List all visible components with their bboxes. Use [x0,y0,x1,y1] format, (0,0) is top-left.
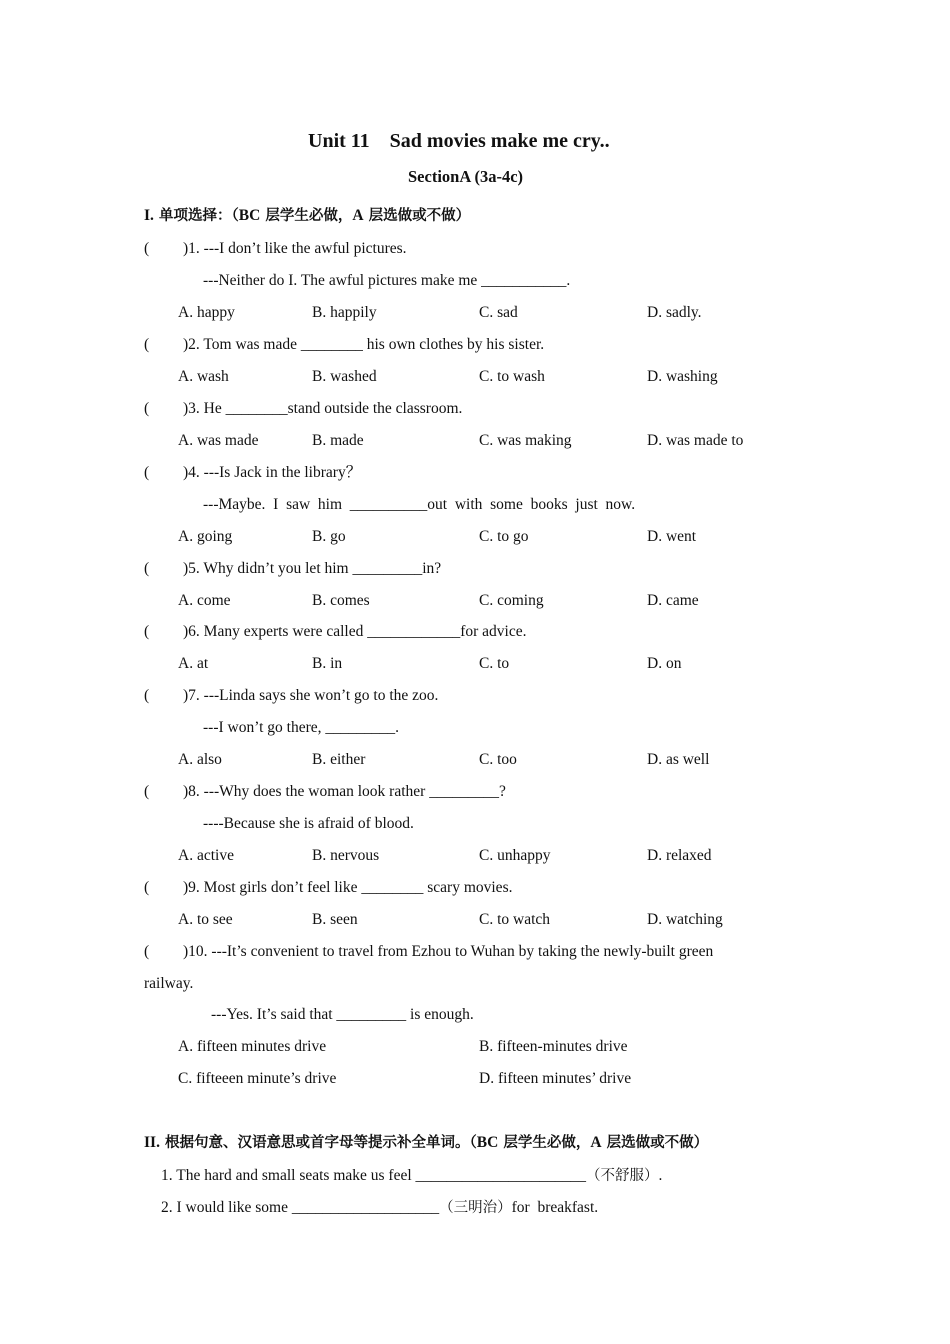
question-stem: )10. ---It’s convenient to travel from Ezhou to Wuhan by taking the newly-built green [183,943,714,960]
option-a: A. come [178,592,231,609]
option-b: B. washed [312,368,377,385]
question-stem: )6. Many experts were called ____________for advice. [183,623,527,640]
question-dialogue: ----Because she is afraid of blood. [203,815,414,832]
answer-bracket: ( [144,687,150,704]
fill-sentence-2 [161,1198,598,1218]
sentence-text: 2. I would like some ___________________ [161,1199,440,1216]
option-a: A. also [178,751,222,768]
option-d: D. watching [647,911,723,928]
chinese-hint: （不舒服） [586,1168,659,1184]
option-d: D. as well [647,751,710,768]
option-c: C. to watch [479,911,551,928]
option-b: B. nervous [312,847,380,864]
section-heading-2 [144,1133,708,1153]
question-dialogue: ---Yes. It’s said that _________ is enough. [211,1006,474,1023]
option-a: A. to see [178,911,233,928]
question-stem: )5. Why didn’t you let him _________in? [183,560,442,577]
question-stem: )8. ---Why does the woman look rather _________? [183,783,506,800]
option-c: C. too [479,751,517,768]
option-d: D. sadly. [647,304,702,321]
section-text: 根据句意、汉语意思或首字母等提示补全单词。（ [159,1134,477,1151]
option-a: A. at [178,655,209,672]
section-number: I. [144,207,154,224]
option-c: C. to go [479,528,529,545]
option-a: A. fifteen minutes drive [178,1038,327,1055]
section-text: 层选做或不做） [601,1134,709,1151]
option-b: B. fifteen-minutes drive [479,1038,628,1055]
option-b: B. seen [312,911,358,928]
option-a: A. was made [178,432,259,449]
answer-bracket: ( [144,783,150,800]
answer-bracket: ( [144,336,150,353]
question-stem: )3. He ________stand outside the classroom. [183,400,463,417]
section-text: 层学生必做， [260,207,353,224]
option-c: C. to wash [479,368,545,385]
sentence-end: . [658,1167,663,1184]
page-title: Unit 11 Sad movies make me cry.. [308,130,610,152]
option-b: B. either [312,751,366,768]
option-d: D. relaxed [647,847,712,864]
section-text: A [590,1134,602,1151]
option-a: A. going [178,528,233,545]
option-c: C. was making [479,432,572,449]
question-dialogue: ---I won’t go there, _________. [203,719,400,736]
question-dialogue: ---Neither do I. The awful pictures make me ___________. [203,272,571,289]
section-text: BC [238,207,261,224]
section-text: A [352,207,364,224]
option-d: D. fifteen minutes’ drive [479,1070,632,1087]
option-a: A. wash [178,368,229,385]
option-d: D. was made to [647,432,744,449]
question-dialogue: ---Maybe. I saw him __________out with some books just now. [203,496,636,513]
option-b: B. happily [312,304,377,321]
question-stem: )9. Most girls don’t feel like ________ scary movies. [183,879,513,896]
question-stem: )7. ---Linda says she won’t go to the zoo. [183,687,439,704]
option-d: D. came [647,592,699,609]
option-c: C. coming [479,592,544,609]
option-c: C. sad [479,304,518,321]
section-text: 单项选择：（ [153,207,239,224]
section-text: 层选做或不做） [363,207,471,224]
section-text: BC [476,1134,499,1151]
answer-bracket: ( [144,464,150,481]
option-d: D. went [647,528,697,545]
option-b: B. go [312,528,346,545]
answer-bracket: ( [144,560,150,577]
option-d: D. on [647,655,682,672]
sentence-end: for breakfast. [511,1199,599,1216]
question-stem: )4. ---Is Jack in the library？ [183,464,362,481]
option-b: B. in [312,655,343,672]
answer-bracket: ( [144,400,150,417]
option-a: A. happy [178,304,235,321]
chinese-hint: （三明治） [439,1200,512,1216]
section-number: II. [144,1134,160,1151]
answer-bracket: ( [144,943,150,960]
sentence-text: 1. The hard and small seats make us feel ______________________ [161,1167,587,1184]
option-c: C. unhappy [479,847,551,864]
fill-sentence-1 [161,1166,662,1186]
answer-bracket: ( [144,240,150,257]
section-heading-1 [144,206,470,226]
question-stem: )2. Tom was made ________ his own clothes by his sister. [183,336,545,353]
option-c: C. fifteeen minute’s drive [178,1070,337,1087]
question-stem: )1. ---I don’t like the awful pictures. [183,240,407,257]
answer-bracket: ( [144,879,150,896]
section-text: 层学生必做， [498,1134,591,1151]
option-c: C. to [479,655,510,672]
option-a: A. active [178,847,234,864]
option-d: D. washing [647,368,718,385]
question-stem-continued: railway. [144,975,194,992]
answer-bracket: ( [144,623,150,640]
option-b: B. comes [312,592,370,609]
option-b: B. made [312,432,364,449]
page-subtitle: SectionA (3a-4c) [408,167,524,186]
